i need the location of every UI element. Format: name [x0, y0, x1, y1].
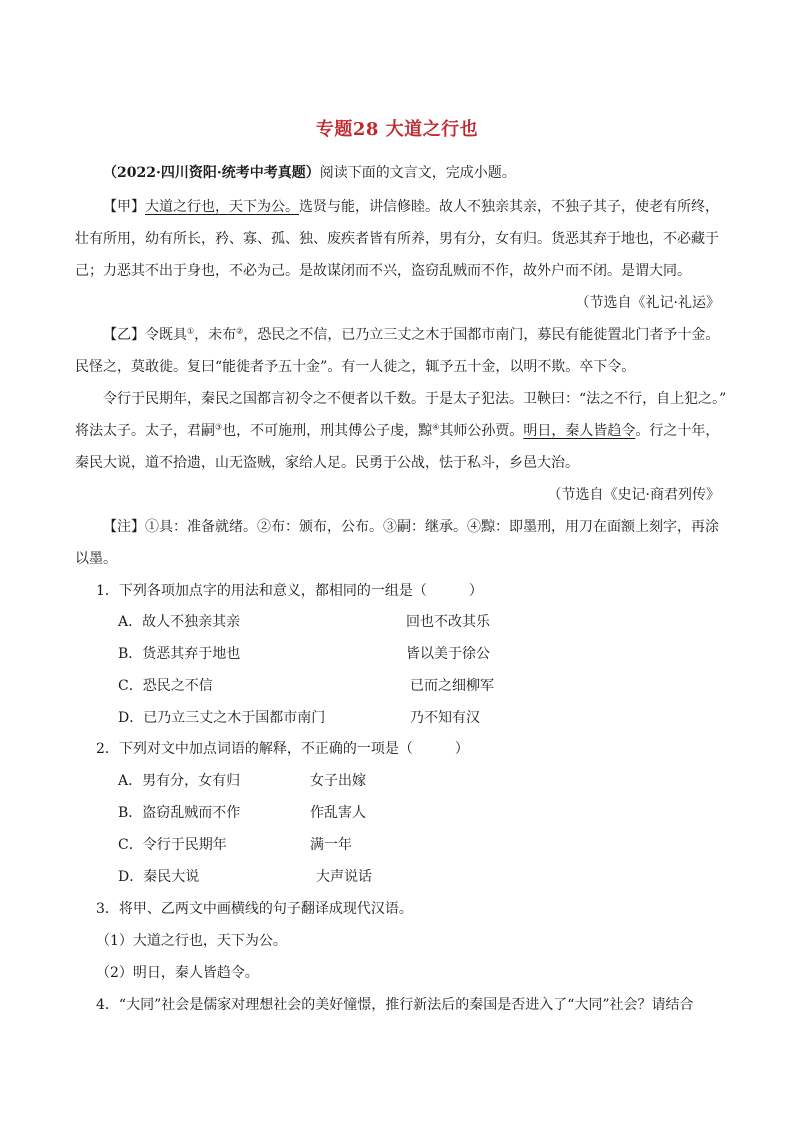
jia-line-1 [103, 197, 719, 217]
yi-text: 令既具 [145, 327, 187, 343]
q1-option-b: B．货恶其弃于地也 [118, 646, 241, 662]
yi-text: 将法太子。太子，君嗣 [75, 423, 215, 439]
footnote-marker: ③ [215, 422, 223, 432]
q2-option-a: A．男有分，女有归 [118, 773, 241, 789]
q1-option-c: C．恐民之不信 [118, 678, 213, 694]
question-1-stem: 1．下列各项加点字的用法和意义，都相同的一组是（ ） [96, 583, 483, 599]
jia-line-3: 己；力恶其不出于身也，不必为己。是故谋闭而不兴，盗窃乱贼而不作，故外户而不闭。是谓大同。 [75, 263, 691, 279]
q2-option-c: C．令行于民期年 [118, 837, 227, 853]
yi-label: 【乙】 [103, 327, 145, 343]
yi-text: 。行之十年， [635, 423, 720, 439]
q2-option-a-meaning: 女子出嫁 [310, 773, 366, 789]
q1-option-a-compare: 回也不改其乐 [406, 614, 490, 630]
source-line [103, 163, 516, 183]
question-3-stem: 3．将甲、乙两文中画横线的句子翻译成现代汉语。 [96, 901, 413, 917]
yi-underlined-sentence: 明日，秦人皆趋令 [523, 423, 636, 439]
jia-label: 【甲】 [103, 199, 145, 215]
question-4-stem: 4．“大同”社会是儒家对理想社会的美好憧憬，推行新法后的秦国是否进入了“大同”社会？请结合 [96, 997, 694, 1013]
q3-sub-1: （1）大道之行也，天下为公。 [96, 933, 287, 949]
yi-line-1 [103, 325, 719, 345]
yi-line-4 [75, 421, 719, 441]
q2-option-c-meaning: 满一年 [310, 837, 352, 853]
jia-underlined-sentence: 大道之行也，天下为公。 [145, 199, 299, 215]
q2-option-d-meaning: 大声说话 [316, 869, 372, 885]
yi-text: 也，不可施刑，刑其傅公子虔，黥 [222, 423, 433, 439]
footnote-marker: ② [236, 326, 244, 336]
yi-text: 其师公孙贾。 [439, 423, 524, 439]
q1-option-d: D．已乃立三丈之木于国都市南门 [118, 710, 326, 726]
footnote-marker: ① [187, 326, 195, 336]
q1-option-d-compare: 乃不知有汉 [410, 710, 480, 726]
q2-option-b-meaning: 作乱害人 [310, 805, 366, 821]
yi-text: ，未布 [194, 327, 237, 343]
q2-option-b: B．盗窃乱贼而不作 [118, 805, 241, 821]
question-2-stem: 2．下列对文中加点词语的解释，不正确的一项是（ ） [96, 741, 469, 757]
yi-line-5: 秦民大说，道不拾遗，山无盗贼，家给人足。民勇于公战，怯于私斗，乡邑大治。 [75, 455, 579, 471]
note-line-1: 【注】①具：准备就绪。②布：颁布，公布。③嗣：继承。④黥：即墨刑，用刀在面额上刻字，再涂 [103, 519, 719, 535]
page-title: 专题28 大道之行也 [315, 119, 479, 140]
q1-option-b-compare: 皆以美于徐公 [406, 646, 490, 662]
yi-line-2: 民怪之，莫敢徙。复曰“能徙者予五十金”。有一人徙之，辄予五十金，以明不欺。卒下令。 [75, 359, 636, 375]
q1-option-a: A．故人不独亲其亲 [118, 614, 241, 630]
yi-line-3: 令行于民期年，秦民之国都言初令之不便者以千数。于是太子犯法。卫鞅曰：“法之不行，自上犯之。” [103, 391, 727, 407]
jia-line-2: 壮有所用，幼有所长，矜、寡、孤、独、废疾者皆有所养，男有分，女有归。货恶其弃于地也，不必藏于 [75, 231, 719, 247]
note-line-2: 以墨。 [75, 551, 117, 567]
q2-option-d: D．秦民大说 [118, 869, 200, 885]
yi-text: ，恐民之不信，已乃立三丈之木于国都市南门，募民有能徙置北门者予十金。 [243, 327, 720, 343]
q1-option-c-compare: 已而之细柳军 [410, 678, 494, 694]
jia-citation: （节选自《礼记·礼运》 [575, 295, 720, 311]
yi-citation: （节选自《史记·商君列传》 [547, 487, 720, 503]
source-tag: （2022·四川资阳·统考中考真题） [103, 165, 320, 181]
jia-text: 选贤与能，讲信修睦。故人不独亲其亲，不独子其子，使老有所终， [299, 199, 719, 215]
footnote-marker: ④ [432, 422, 440, 432]
q3-sub-2: （2）明日，秦人皆趋令。 [96, 965, 259, 981]
source-instruction: 阅读下面的文言文，完成小题。 [319, 165, 516, 181]
